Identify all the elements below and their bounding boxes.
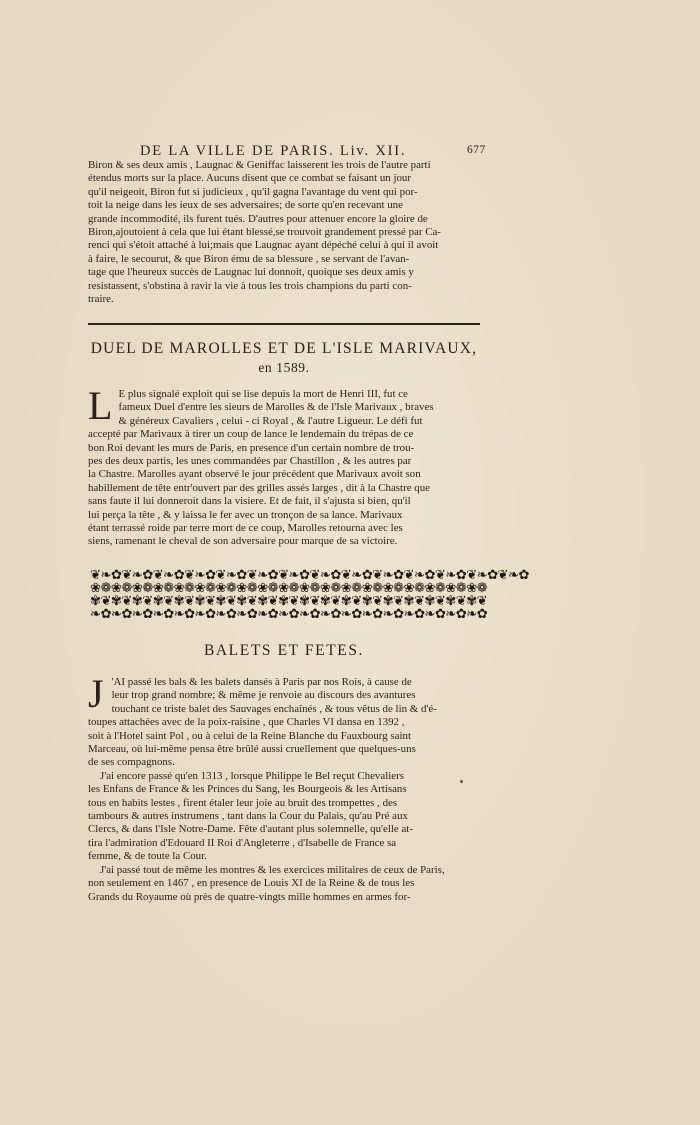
text-line: renci qui s'étoit attaché à lui;mais que Laugnac ayant dépéché celui à qui il avoit [88,239,439,252]
duel-heading: DUEL DE MAROLLES ET DE L'ISLE MARIVAUX, [90,340,478,357]
balets-heading: BALETS ET FETES. [203,642,365,659]
text-line: accepté par Marivaux à tirer un coup de lance le lendemain du trépas de ce [88,428,414,441]
section-divider-rule [88,323,480,325]
fleuron-ornament-band [90,568,529,623]
text-line: qu'il neigeoit, Biron fut si judicieux , qu'il gagna l'avantage du vent qui por- [88,185,418,198]
text-line: sans faute il lui donneroit dans la visiere. Et de fait, il s'ajusta si bien, qu'il [88,495,411,508]
drop-cap-letter: L [88,383,113,428]
text-line: la Chastre. Marolles ayant observé le jour précédent que Marivaux avoit son [88,468,421,481]
text-line: toit la neige dans les ieux de ses adversaires; de sorte qu'en recevant une [88,199,403,212]
text-line: resistassent, s'obstina à ravir la vie à tous les trois champions du parti con- [88,279,412,292]
text-line: siens, ramenant le cheval de son adversaire pour marque de sa victoire. [88,535,398,548]
text-line: Biron,ajoutoient à cela que lui étant blessé,se trouvoit grandement pressé par Ca- [88,226,441,239]
text-line: à faire, le secourut, & que Biron ému de sa blessure , se servant de l'avan- [88,252,410,265]
text-line: habillement de tête entr'ouvert par des grilles assés larges , dit à la Chastre que [88,481,430,494]
text-line: touchant ce triste balet des Sauvages enchaînés , & tous vêtus de lin & d'é- [111,702,437,715]
text-line: tous en habits lestes , firent étaler leur joie au bruit des trompettes , des [88,796,398,809]
text-line: tira l'admiration d'Edouard II Roi d'Angleterre , d'Isabelle de France sa [88,836,397,849]
ink-speck [460,780,463,783]
running-header [140,143,485,160]
duel-paragraph [88,383,480,549]
text-line: 'AI passé les bals & les balets dansés à Paris par nos Rois, à cause de [111,676,412,688]
text-line: soit à l'Hotel saint Pol , ou à celui de la Reine Blanche du Fauxbourg saint [88,729,411,742]
text-line: fameux Duel d'entre les sieurs de Marolles & de l'Isle Marivaux , braves [118,401,434,414]
text-line: tage que l'heureux succès de Laugnac lui donnoit, quoique ses deux amis y [88,266,414,279]
text-line: femme, & de toute la Cour. [88,850,207,863]
text-line: J'ai encore passé qu'en 1313 , lorsque Philippe le Bel reçut Chevaliers [100,769,404,782]
duel-subheading: en 1589. [258,360,310,375]
text-line: pes des deux partis, les unes commandées par Chastillon , & les autres par [88,455,412,468]
text-line: Biron & ses deux amis , Laugnac & Geniffac laisserent les trois de l'autre parti [88,159,431,171]
text-line: lui perça la tête , & y laissa le fer avec un tronçon de sa lance. Marivaux [88,508,403,521]
text-line: étendus morts sur la place. Aucuns disent que ce combat se faisant un jour [88,172,412,185]
text-line: E plus signalé exploit qui se lise depuis la mort de Henri III, fut ce [118,388,408,400]
text-line: traire. [88,293,114,306]
biron-paragraph [88,159,480,306]
ornament-row: ❦❧✿❦❧✿❦❧✿❦❧✿❦❧✿❦❧✿❦❧✿❦❧✿❦❧✿❦❧✿❦❧✿❦❧✿❦❧✿❦❧✿ [90,568,529,583]
text-line: Clercs, & dans l'Isle Notre-Dame. Fête d'autant plus solemnelle, qu'elle at- [88,823,413,836]
text-line: étant terrassé roide par terre mort de ce coup, Marolles retourna avec les [88,522,403,535]
page-number: 677 [467,144,486,156]
text-line: de ses compagnons. [88,756,175,769]
running-title: DE LA VILLE DE PARIS. Liv. XII. [140,143,407,159]
text-line: les Enfans de France & les Princes du Sang, les Bourgeois & les Artisans [88,783,407,796]
text-line: toupes attachées avec de la poix-raisine , que Charles VI dansa en 1392 , [88,716,405,729]
text-line: grande incommodité, ils furent tués. D'autres pour attenuer encore la gloire de [88,212,428,225]
ornament-row: ✾❦✾❦✾❦✾❦✾❦✾❦✾❦✾❦✾❦✾❦✾❦✾❦✾❦✾❦✾❦✾❦✾❦✾❦✾❦ [90,594,488,609]
ornament-row: ❀❁❀❁❀❁❀❁❀❁❀❁❀❁❀❁❀❁❀❁❀❁❀❁❀❁❀❁❀❁❀❁❀❁❀❁❀❁ [90,581,488,596]
text-line: Marceau, où lui-même pensa être brûlé aussi cruellement que quelques-uns [88,743,416,756]
text-line: & généreux Cavaliers , celui - ci Royal , & l'autre Ligueur. Le défi fut [118,414,423,427]
text-line: Grands du Royaume où près de quatre-vingts mille hommes en armes for- [88,890,411,903]
text-line: bon Roi devant les murs de Paris, en presence d'un certain nombre de trou- [88,441,415,454]
text-line: J'ai passé tout de même les montres & les exercices militaires de ceux de Paris, [100,863,445,876]
balets-paragraphs [88,671,480,904]
drop-cap-letter: J [88,671,104,716]
ornament-row: ❧✿❧✿❧✿❧✿❧✿❧✿❧✿❧✿❧✿❧✿❧✿❧✿❧✿❧✿❧✿❧✿❧✿❧✿❧✿ [90,607,488,622]
text-line: tambours & autres instrumens , tant dans la Cour du Palais, qu'au Pré aux [88,810,408,823]
text-line: non seulement en 1467 , en presence de Louis XI de la Reine & de tous les [88,877,415,890]
text-line: leur trop grand nombre; & même je renvoie au discours des avantures [111,689,416,702]
